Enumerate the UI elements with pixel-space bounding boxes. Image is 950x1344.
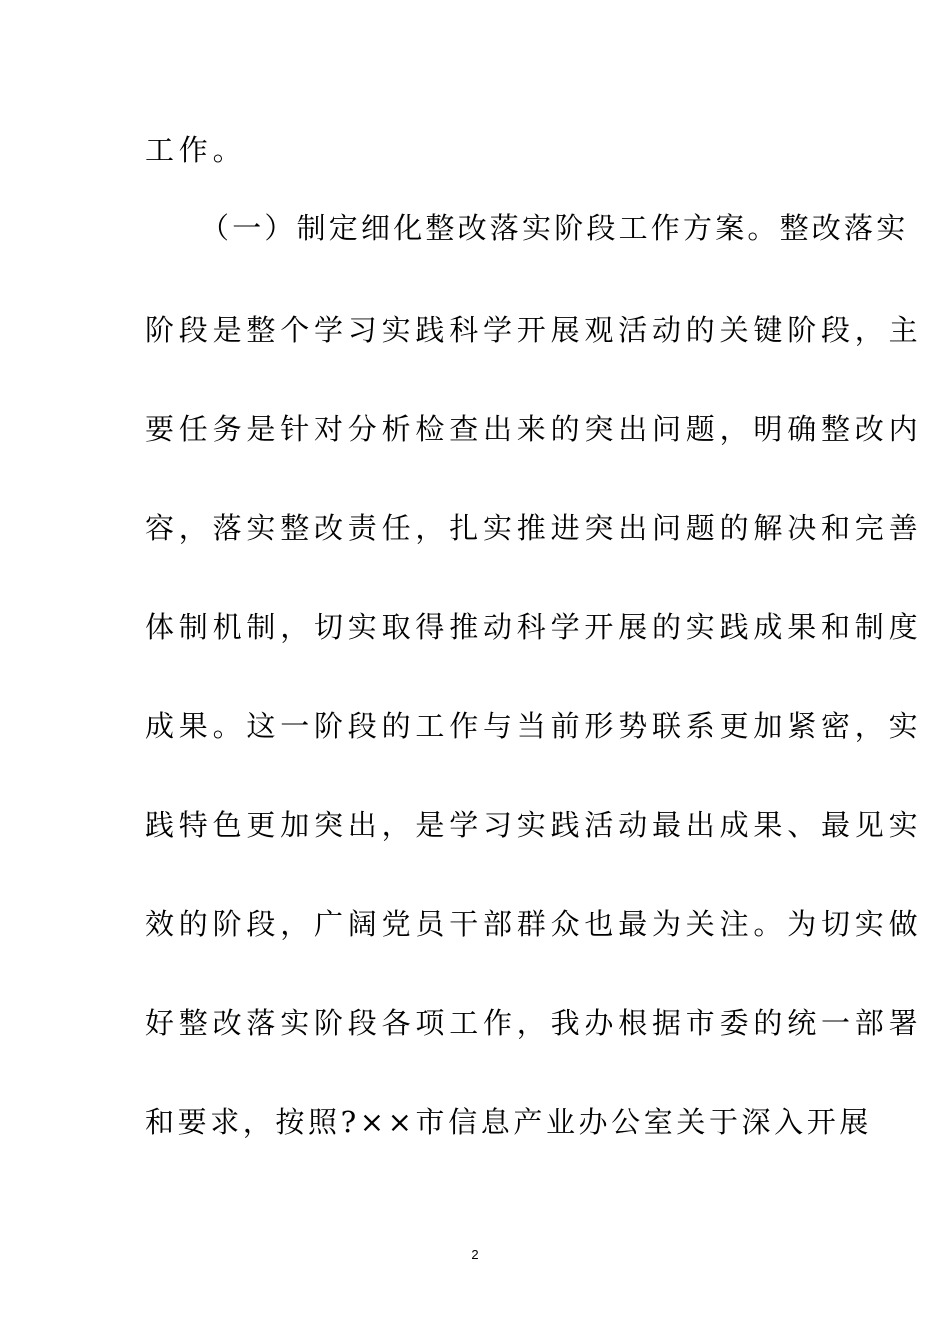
paragraph-line: （一）制定细化整改落实阶段工作方案。整改落实 [200,211,909,245]
page-number: 2 [471,1247,479,1262]
paragraph-line: 践特色更加突出，是学习实践活动最出成果、最见实 [145,808,923,842]
paragraph-line: 成果。这一阶段的工作与当前形势联系更加紧密，实 [145,709,923,743]
paragraph-line: 好整改落实阶段各项工作，我办根据市委的统一部署 [145,1006,923,1040]
paragraph-line: 阶段是整个学习实践科学开展观活动的关键阶段，主 [145,313,923,347]
paragraph-line: 要任务是针对分析检查出来的突出问题，明确整改内 [145,412,923,446]
paragraph-line: 体制机制，切实取得推动科学开展的实践成果和制度 [145,610,923,644]
paragraph-line: 效的阶段，广阔党员干部群众也最为关注。为切实做 [145,907,923,941]
paragraph-line: 工作。 [145,133,247,167]
paragraph-line: 和要求，按照?××市信息产业办公室关于深入开展 [145,1105,872,1139]
paragraph-line: 容，落实整改责任，扎实推进突出问题的解决和完善 [145,511,923,545]
